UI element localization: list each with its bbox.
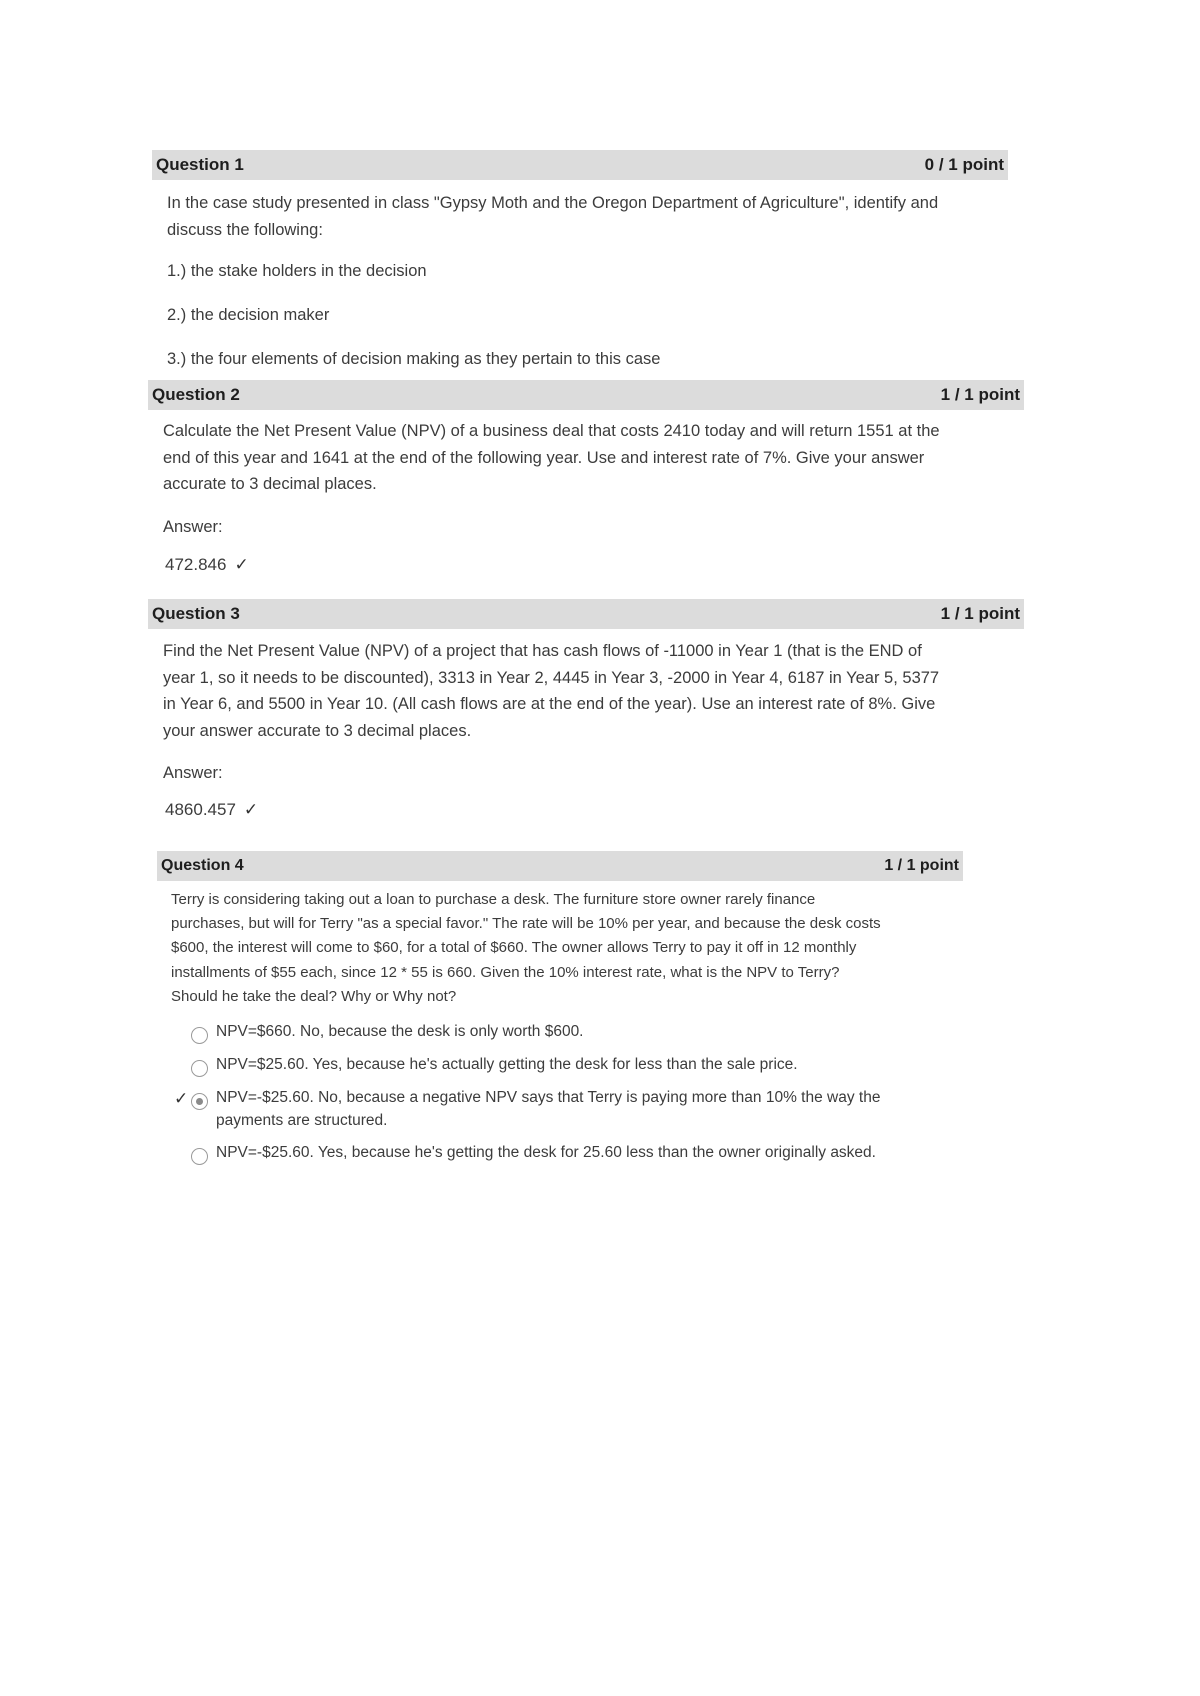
checkmark-icon: ✓ (243, 800, 259, 819)
question-2-answer-value: 472.846 (165, 555, 227, 574)
question-text-line: installments of $55 each, since 12 * 55 is 660. Given the 10% interest rate, what is the NPV to Terry? (171, 963, 840, 981)
question-3-header (148, 599, 1024, 629)
question-text-line: accurate to 3 decimal places. (163, 475, 377, 493)
question-text-line: end of this year and 1641 at the end of the following year. Use and interest rate of 7%. Give your answer (163, 448, 925, 467)
question-3-answer-value: 4860.457 (165, 800, 236, 819)
option-1-radio[interactable] (191, 1027, 208, 1044)
option-3-label[interactable] (216, 1086, 880, 1132)
question-4-text (171, 888, 971, 1009)
question-text-line: Should he take the deal? Why or Why not? (171, 987, 457, 1005)
question-text-line: your answer accurate to 3 decimal places. (163, 721, 472, 740)
question-text-line: year 1, so it needs to be discounted), 3313 in Year 2, 4445 in Year 3, -2000 in Year 4, 6187 in Year 5, 5377 (163, 668, 940, 687)
question-2-answer (165, 555, 249, 575)
question-text-line: in Year 6, and 5500 in Year 10. (All cash flows are at the end of the year). Use an interest rate of 8%. Give (163, 695, 936, 713)
question-text-line: $600, the interest will come to $60, for a total of $660. The owner allows Terry to pay it off in 12 monthly (171, 939, 857, 957)
checkmark-icon: ✓ (234, 555, 249, 574)
option-text-line: payments are structured. (216, 1112, 388, 1129)
question-text-line: In the case study presented in class "Gypsy Moth and the Oregon Department of Agriculture", identify and (167, 194, 939, 212)
question-4-title: Question 4 (161, 857, 244, 874)
option-4-radio[interactable] (191, 1148, 208, 1165)
question-2-header (148, 380, 1024, 410)
question-2-score: 1 / 1 point (940, 385, 1020, 404)
question-1-title: Question 1 (156, 155, 244, 174)
checkmark-icon: ✓ (174, 1089, 189, 1108)
question-1-item-2: 2.) the decision maker (167, 306, 330, 324)
question-3-text (163, 638, 1033, 744)
question-1-score: 0 / 1 point (924, 155, 1004, 174)
question-1-item-3: 3.) the four elements of decision making as they pertain to this case (167, 350, 661, 368)
question-3-score: 1 / 1 point (940, 604, 1020, 623)
option-2-label[interactable] (216, 1053, 798, 1076)
question-1-item-1: 1.) the stake holders in the decision (167, 262, 427, 280)
question-2-answer-label: Answer: (163, 518, 223, 536)
question-3-title: Question 3 (152, 604, 240, 623)
option-1-label[interactable] (216, 1020, 584, 1043)
option-text-line: NPV=$25.60. Yes, because he's actually getting the desk for less than the sale price. (216, 1056, 798, 1073)
option-text-line: NPV=-$25.60. No, because a negative NPV says that Terry is paying more than 10% the way the (216, 1089, 881, 1106)
question-text-line: Find the Net Present Value (NPV) of a project that has cash flows of -11000 in Year 1 (that is the END of (163, 642, 922, 660)
question-3-answer-label: Answer: (163, 764, 223, 782)
question-1-text (167, 190, 1007, 243)
option-text-line: NPV=-$25.60. Yes, because he's getting the desk for 25.60 less than the owner originally asked. (216, 1144, 876, 1161)
question-2-title: Question 2 (152, 385, 240, 404)
question-4-score: 1 / 1 point (884, 857, 959, 874)
option-3-radio[interactable] (191, 1093, 208, 1110)
question-text-line: Terry is considering taking out a loan to purchase a desk. The furniture store owner rarely finance (171, 891, 816, 908)
option-4-label[interactable] (216, 1141, 876, 1164)
question-4-header (157, 851, 963, 881)
question-1-header (152, 150, 1008, 180)
question-text-line: discuss the following: (167, 220, 323, 239)
option-2-radio[interactable] (191, 1060, 208, 1077)
question-text-line: Calculate the Net Present Value (NPV) of a business deal that costs 2410 today and will return 1551 at the (163, 422, 940, 440)
question-2-text (163, 418, 1023, 498)
question-text-line: purchases, but will for Terry "as a special favor." The rate will be 10% per year, and because the desk costs (171, 915, 881, 933)
option-text-line: NPV=$660. No, because the desk is only worth $600. (216, 1023, 584, 1040)
question-3-answer (165, 800, 258, 820)
